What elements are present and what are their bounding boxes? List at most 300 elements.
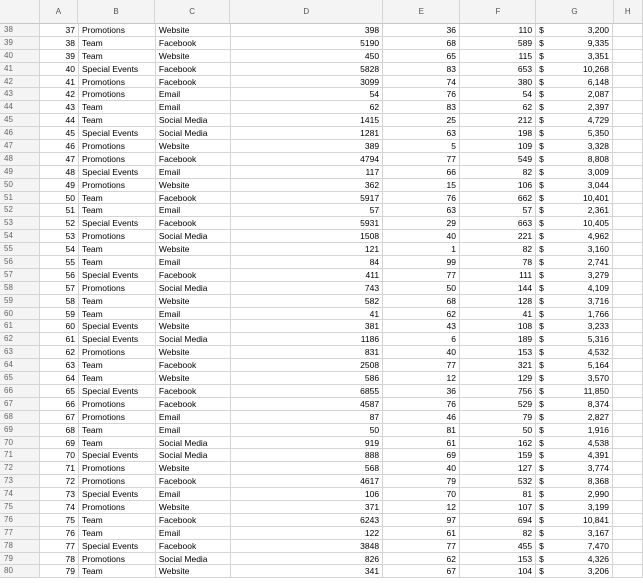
cell-f[interactable]: 662 bbox=[460, 192, 536, 205]
cell-f[interactable]: 380 bbox=[460, 76, 536, 89]
cell-e[interactable]: 76 bbox=[383, 398, 460, 411]
cell-e[interactable]: 36 bbox=[383, 385, 460, 398]
cell-h[interactable] bbox=[613, 475, 643, 488]
cell-c[interactable]: Email bbox=[156, 411, 231, 424]
cell-f[interactable]: 162 bbox=[460, 437, 536, 450]
cell-f[interactable]: 455 bbox=[460, 540, 536, 553]
column-header-d[interactable]: D bbox=[230, 0, 383, 24]
cell-c[interactable]: Social Media bbox=[156, 230, 231, 243]
cell-f[interactable]: 82 bbox=[460, 243, 536, 256]
cell-h[interactable] bbox=[613, 166, 643, 179]
row-number[interactable]: 75 bbox=[0, 501, 40, 514]
cell-e[interactable]: 74 bbox=[383, 76, 460, 89]
cell-c[interactable]: Website bbox=[156, 140, 231, 153]
cell-a[interactable]: 41 bbox=[40, 76, 79, 89]
cell-d[interactable]: 743 bbox=[231, 282, 383, 295]
column-header-f[interactable]: F bbox=[460, 0, 536, 24]
cell-b[interactable]: Team bbox=[79, 424, 156, 437]
cell-g[interactable] bbox=[536, 501, 613, 514]
cell-g[interactable] bbox=[536, 346, 613, 359]
cell-b[interactable]: Team bbox=[79, 37, 156, 50]
cell-g[interactable] bbox=[536, 540, 613, 553]
cell-h[interactable] bbox=[613, 282, 643, 295]
cell-c[interactable]: Website bbox=[156, 372, 231, 385]
cell-e[interactable]: 99 bbox=[383, 256, 460, 269]
cell-f[interactable]: 198 bbox=[460, 127, 536, 140]
cell-c[interactable]: Facebook bbox=[156, 217, 231, 230]
cell-e[interactable]: 6 bbox=[383, 333, 460, 346]
cell-e[interactable]: 62 bbox=[383, 553, 460, 566]
cell-a[interactable]: 65 bbox=[40, 385, 79, 398]
cell-h[interactable] bbox=[613, 217, 643, 230]
cell-d[interactable]: 5931 bbox=[231, 217, 383, 230]
cell-c[interactable]: Email bbox=[156, 88, 231, 101]
cell-e[interactable]: 61 bbox=[383, 527, 460, 540]
cell-e[interactable]: 12 bbox=[383, 372, 460, 385]
cell-b[interactable]: Special Events bbox=[79, 540, 156, 553]
cell-f[interactable]: 532 bbox=[460, 475, 536, 488]
cell-g[interactable] bbox=[536, 359, 613, 372]
cell-g[interactable] bbox=[536, 282, 613, 295]
row-number[interactable]: 61 bbox=[0, 320, 40, 333]
cell-f[interactable]: 321 bbox=[460, 359, 536, 372]
cell-g[interactable] bbox=[536, 553, 613, 566]
cell-a[interactable]: 66 bbox=[40, 398, 79, 411]
cell-a[interactable]: 42 bbox=[40, 88, 79, 101]
cell-b[interactable]: Special Events bbox=[79, 217, 156, 230]
cell-f[interactable]: 221 bbox=[460, 230, 536, 243]
cell-a[interactable]: 55 bbox=[40, 256, 79, 269]
cell-c[interactable]: Website bbox=[156, 243, 231, 256]
row-number[interactable]: 54 bbox=[0, 230, 40, 243]
cell-d[interactable]: 50 bbox=[231, 424, 383, 437]
cell-b[interactable]: Special Events bbox=[79, 269, 156, 282]
cell-b[interactable]: Team bbox=[79, 295, 156, 308]
cell-b[interactable]: Special Events bbox=[79, 488, 156, 501]
cell-a[interactable]: 68 bbox=[40, 424, 79, 437]
cell-b[interactable]: Team bbox=[79, 372, 156, 385]
cell-b[interactable]: Promotions bbox=[79, 553, 156, 566]
cell-g[interactable] bbox=[536, 527, 613, 540]
cell-a[interactable]: 44 bbox=[40, 114, 79, 127]
cell-e[interactable]: 29 bbox=[383, 217, 460, 230]
cell-b[interactable]: Promotions bbox=[79, 153, 156, 166]
cell-e[interactable]: 61 bbox=[383, 437, 460, 450]
cell-b[interactable]: Team bbox=[79, 204, 156, 217]
cell-g[interactable] bbox=[536, 63, 613, 76]
row-number[interactable]: 73 bbox=[0, 475, 40, 488]
cell-d[interactable]: 4794 bbox=[231, 153, 383, 166]
cell-b[interactable]: Promotions bbox=[79, 140, 156, 153]
cell-e[interactable]: 36 bbox=[383, 24, 460, 37]
cell-c[interactable]: Social Media bbox=[156, 114, 231, 127]
cell-f[interactable]: 529 bbox=[460, 398, 536, 411]
cell-b[interactable]: Promotions bbox=[79, 76, 156, 89]
cell-f[interactable]: 79 bbox=[460, 411, 536, 424]
cell-a[interactable]: 70 bbox=[40, 449, 79, 462]
select-all-corner[interactable] bbox=[0, 0, 40, 24]
cell-h[interactable] bbox=[613, 398, 643, 411]
row-number[interactable]: 45 bbox=[0, 114, 40, 127]
cell-h[interactable] bbox=[613, 88, 643, 101]
cell-c[interactable]: Social Media bbox=[156, 449, 231, 462]
cell-g[interactable] bbox=[536, 166, 613, 179]
cell-d[interactable]: 3099 bbox=[231, 76, 383, 89]
cell-c[interactable]: Facebook bbox=[156, 514, 231, 527]
cell-g[interactable] bbox=[536, 101, 613, 114]
cell-h[interactable] bbox=[613, 540, 643, 553]
row-number[interactable]: 68 bbox=[0, 411, 40, 424]
cell-c[interactable]: Email bbox=[156, 166, 231, 179]
row-number[interactable]: 62 bbox=[0, 333, 40, 346]
cell-e[interactable]: 83 bbox=[383, 101, 460, 114]
cell-e[interactable]: 15 bbox=[383, 179, 460, 192]
cell-g[interactable] bbox=[536, 204, 613, 217]
cell-h[interactable] bbox=[613, 488, 643, 501]
cell-b[interactable]: Team bbox=[79, 114, 156, 127]
cell-a[interactable]: 69 bbox=[40, 437, 79, 450]
cell-h[interactable] bbox=[613, 101, 643, 114]
cell-g[interactable] bbox=[536, 424, 613, 437]
cell-d[interactable]: 888 bbox=[231, 449, 383, 462]
cell-e[interactable]: 83 bbox=[383, 63, 460, 76]
cell-e[interactable]: 62 bbox=[383, 308, 460, 321]
cell-d[interactable]: 371 bbox=[231, 501, 383, 514]
cell-e[interactable]: 69 bbox=[383, 449, 460, 462]
cell-h[interactable] bbox=[613, 256, 643, 269]
cell-a[interactable]: 53 bbox=[40, 230, 79, 243]
row-number[interactable]: 80 bbox=[0, 565, 40, 578]
cell-e[interactable]: 68 bbox=[383, 295, 460, 308]
cell-h[interactable] bbox=[613, 140, 643, 153]
row-number[interactable]: 43 bbox=[0, 88, 40, 101]
cell-h[interactable] bbox=[613, 501, 643, 514]
row-number[interactable]: 79 bbox=[0, 553, 40, 566]
cell-h[interactable] bbox=[613, 333, 643, 346]
cell-c[interactable]: Email bbox=[156, 101, 231, 114]
row-number[interactable]: 76 bbox=[0, 514, 40, 527]
cell-c[interactable]: Facebook bbox=[156, 359, 231, 372]
cell-d[interactable]: 1508 bbox=[231, 230, 383, 243]
cell-c[interactable]: Website bbox=[156, 50, 231, 63]
cell-d[interactable]: 122 bbox=[231, 527, 383, 540]
cell-g[interactable] bbox=[536, 153, 613, 166]
cell-g[interactable] bbox=[536, 398, 613, 411]
cell-a[interactable]: 75 bbox=[40, 514, 79, 527]
cell-c[interactable]: Facebook bbox=[156, 398, 231, 411]
cell-h[interactable] bbox=[613, 50, 643, 63]
row-number[interactable]: 58 bbox=[0, 282, 40, 295]
cell-f[interactable]: 81 bbox=[460, 488, 536, 501]
cell-g[interactable] bbox=[536, 37, 613, 50]
cell-h[interactable] bbox=[613, 76, 643, 89]
cell-e[interactable]: 12 bbox=[383, 501, 460, 514]
cell-g[interactable] bbox=[536, 140, 613, 153]
cell-b[interactable]: Promotions bbox=[79, 24, 156, 37]
cell-f[interactable]: 212 bbox=[460, 114, 536, 127]
cell-c[interactable]: Facebook bbox=[156, 76, 231, 89]
cell-f[interactable]: 41 bbox=[460, 308, 536, 321]
cell-b[interactable]: Team bbox=[79, 565, 156, 578]
cell-a[interactable]: 59 bbox=[40, 308, 79, 321]
cell-f[interactable]: 111 bbox=[460, 269, 536, 282]
row-number[interactable]: 77 bbox=[0, 527, 40, 540]
cell-d[interactable]: 84 bbox=[231, 256, 383, 269]
cell-h[interactable] bbox=[613, 269, 643, 282]
row-number[interactable]: 64 bbox=[0, 359, 40, 372]
cell-c[interactable]: Facebook bbox=[156, 63, 231, 76]
cell-e[interactable]: 97 bbox=[383, 514, 460, 527]
cell-f[interactable]: 153 bbox=[460, 553, 536, 566]
cell-b[interactable]: Promotions bbox=[79, 475, 156, 488]
row-number[interactable]: 46 bbox=[0, 127, 40, 140]
cell-h[interactable] bbox=[613, 372, 643, 385]
cell-a[interactable]: 58 bbox=[40, 295, 79, 308]
cell-c[interactable]: Website bbox=[156, 346, 231, 359]
cell-a[interactable]: 46 bbox=[40, 140, 79, 153]
cell-d[interactable]: 41 bbox=[231, 308, 383, 321]
cell-f[interactable]: 115 bbox=[460, 50, 536, 63]
row-number[interactable]: 39 bbox=[0, 37, 40, 50]
cell-d[interactable]: 4587 bbox=[231, 398, 383, 411]
cell-h[interactable] bbox=[613, 527, 643, 540]
cell-d[interactable]: 1415 bbox=[231, 114, 383, 127]
cell-g[interactable] bbox=[536, 256, 613, 269]
cell-e[interactable]: 40 bbox=[383, 462, 460, 475]
cell-d[interactable]: 87 bbox=[231, 411, 383, 424]
cell-g[interactable] bbox=[536, 320, 613, 333]
cell-c[interactable]: Social Media bbox=[156, 333, 231, 346]
row-number[interactable]: 55 bbox=[0, 243, 40, 256]
row-number[interactable]: 53 bbox=[0, 217, 40, 230]
row-number[interactable]: 71 bbox=[0, 449, 40, 462]
cell-c[interactable]: Website bbox=[156, 462, 231, 475]
cell-a[interactable]: 60 bbox=[40, 320, 79, 333]
cell-d[interactable]: 5828 bbox=[231, 63, 383, 76]
cell-f[interactable]: 127 bbox=[460, 462, 536, 475]
cell-f[interactable]: 62 bbox=[460, 101, 536, 114]
cell-d[interactable]: 1281 bbox=[231, 127, 383, 140]
cell-b[interactable]: Promotions bbox=[79, 282, 156, 295]
cell-h[interactable] bbox=[613, 127, 643, 140]
cell-d[interactable]: 6855 bbox=[231, 385, 383, 398]
cell-d[interactable]: 54 bbox=[231, 88, 383, 101]
cell-h[interactable] bbox=[613, 37, 643, 50]
cell-f[interactable]: 189 bbox=[460, 333, 536, 346]
cell-f[interactable]: 109 bbox=[460, 140, 536, 153]
cell-c[interactable]: Facebook bbox=[156, 475, 231, 488]
cell-f[interactable]: 78 bbox=[460, 256, 536, 269]
row-number[interactable]: 74 bbox=[0, 488, 40, 501]
row-number[interactable]: 78 bbox=[0, 540, 40, 553]
cell-f[interactable]: 549 bbox=[460, 153, 536, 166]
column-header-g[interactable]: G bbox=[536, 0, 613, 24]
cell-d[interactable]: 381 bbox=[231, 320, 383, 333]
cell-a[interactable]: 39 bbox=[40, 50, 79, 63]
cell-e[interactable]: 68 bbox=[383, 37, 460, 50]
cell-b[interactable]: Promotions bbox=[79, 398, 156, 411]
column-header-h[interactable]: H bbox=[614, 0, 643, 24]
cell-f[interactable]: 107 bbox=[460, 501, 536, 514]
cell-h[interactable] bbox=[613, 24, 643, 37]
row-number[interactable]: 48 bbox=[0, 153, 40, 166]
row-number[interactable]: 70 bbox=[0, 437, 40, 450]
cell-c[interactable]: Facebook bbox=[156, 269, 231, 282]
cell-g[interactable] bbox=[536, 179, 613, 192]
cell-h[interactable] bbox=[613, 553, 643, 566]
cell-h[interactable] bbox=[613, 346, 643, 359]
cell-h[interactable] bbox=[613, 204, 643, 217]
cell-c[interactable]: Website bbox=[156, 295, 231, 308]
cell-c[interactable]: Email bbox=[156, 424, 231, 437]
cell-f[interactable]: 159 bbox=[460, 449, 536, 462]
cell-a[interactable]: 62 bbox=[40, 346, 79, 359]
cell-b[interactable]: Promotions bbox=[79, 346, 156, 359]
cell-b[interactable]: Team bbox=[79, 308, 156, 321]
cell-g[interactable] bbox=[536, 50, 613, 63]
cell-d[interactable]: 568 bbox=[231, 462, 383, 475]
cell-e[interactable]: 67 bbox=[383, 565, 460, 578]
cell-g[interactable] bbox=[536, 462, 613, 475]
row-number[interactable]: 66 bbox=[0, 385, 40, 398]
cell-b[interactable]: Team bbox=[79, 514, 156, 527]
cell-f[interactable]: 82 bbox=[460, 166, 536, 179]
cell-c[interactable]: Facebook bbox=[156, 540, 231, 553]
cell-c[interactable]: Email bbox=[156, 204, 231, 217]
cell-f[interactable]: 50 bbox=[460, 424, 536, 437]
cell-h[interactable] bbox=[613, 449, 643, 462]
cell-e[interactable]: 77 bbox=[383, 153, 460, 166]
cell-c[interactable]: Facebook bbox=[156, 37, 231, 50]
cell-c[interactable]: Social Media bbox=[156, 127, 231, 140]
cell-e[interactable]: 63 bbox=[383, 204, 460, 217]
cell-a[interactable]: 64 bbox=[40, 372, 79, 385]
cell-e[interactable]: 65 bbox=[383, 50, 460, 63]
cell-h[interactable] bbox=[613, 359, 643, 372]
cell-h[interactable] bbox=[613, 179, 643, 192]
cell-h[interactable] bbox=[613, 153, 643, 166]
cell-d[interactable]: 2508 bbox=[231, 359, 383, 372]
cell-c[interactable]: Email bbox=[156, 308, 231, 321]
row-number[interactable]: 49 bbox=[0, 166, 40, 179]
cell-a[interactable]: 40 bbox=[40, 63, 79, 76]
row-number[interactable]: 51 bbox=[0, 192, 40, 205]
row-number[interactable]: 44 bbox=[0, 101, 40, 114]
row-number[interactable]: 67 bbox=[0, 398, 40, 411]
cell-e[interactable]: 43 bbox=[383, 320, 460, 333]
cell-g[interactable] bbox=[536, 333, 613, 346]
row-number[interactable]: 56 bbox=[0, 256, 40, 269]
row-number[interactable]: 40 bbox=[0, 50, 40, 63]
cell-d[interactable]: 5190 bbox=[231, 37, 383, 50]
row-number[interactable]: 42 bbox=[0, 76, 40, 89]
cell-h[interactable] bbox=[613, 243, 643, 256]
cell-a[interactable]: 73 bbox=[40, 488, 79, 501]
cell-b[interactable]: Special Events bbox=[79, 166, 156, 179]
cell-e[interactable]: 77 bbox=[383, 269, 460, 282]
cell-b[interactable]: Team bbox=[79, 359, 156, 372]
cell-b[interactable]: Team bbox=[79, 101, 156, 114]
cell-b[interactable]: Special Events bbox=[79, 320, 156, 333]
cell-h[interactable] bbox=[613, 320, 643, 333]
cell-e[interactable]: 77 bbox=[383, 540, 460, 553]
cell-e[interactable]: 46 bbox=[383, 411, 460, 424]
cell-e[interactable]: 1 bbox=[383, 243, 460, 256]
cell-g[interactable] bbox=[536, 372, 613, 385]
cell-g[interactable] bbox=[536, 114, 613, 127]
cell-a[interactable]: 52 bbox=[40, 217, 79, 230]
cell-c[interactable]: Email bbox=[156, 527, 231, 540]
cell-d[interactable]: 831 bbox=[231, 346, 383, 359]
cell-b[interactable]: Team bbox=[79, 243, 156, 256]
cell-a[interactable]: 63 bbox=[40, 359, 79, 372]
row-number[interactable]: 60 bbox=[0, 308, 40, 321]
cell-c[interactable]: Website bbox=[156, 565, 231, 578]
cell-h[interactable] bbox=[613, 437, 643, 450]
cell-h[interactable] bbox=[613, 565, 643, 578]
cell-a[interactable]: 78 bbox=[40, 553, 79, 566]
cell-c[interactable]: Social Media bbox=[156, 437, 231, 450]
cell-c[interactable]: Facebook bbox=[156, 153, 231, 166]
cell-a[interactable]: 79 bbox=[40, 565, 79, 578]
cell-f[interactable]: 104 bbox=[460, 565, 536, 578]
cell-d[interactable]: 919 bbox=[231, 437, 383, 450]
cell-f[interactable]: 756 bbox=[460, 385, 536, 398]
cell-d[interactable]: 62 bbox=[231, 101, 383, 114]
row-number[interactable]: 52 bbox=[0, 204, 40, 217]
cell-d[interactable]: 117 bbox=[231, 166, 383, 179]
cell-g[interactable] bbox=[536, 127, 613, 140]
row-number[interactable]: 57 bbox=[0, 269, 40, 282]
column-header-a[interactable]: A bbox=[40, 0, 78, 24]
cell-b[interactable]: Team bbox=[79, 50, 156, 63]
cell-d[interactable]: 411 bbox=[231, 269, 383, 282]
cell-g[interactable] bbox=[536, 192, 613, 205]
cell-d[interactable]: 582 bbox=[231, 295, 383, 308]
column-header-e[interactable]: E bbox=[383, 0, 460, 24]
cell-c[interactable]: Website bbox=[156, 320, 231, 333]
cell-a[interactable]: 74 bbox=[40, 501, 79, 514]
cell-d[interactable]: 5917 bbox=[231, 192, 383, 205]
cell-c[interactable]: Website bbox=[156, 179, 231, 192]
cell-a[interactable]: 72 bbox=[40, 475, 79, 488]
cell-f[interactable]: 110 bbox=[460, 24, 536, 37]
cell-e[interactable]: 76 bbox=[383, 88, 460, 101]
cell-g[interactable] bbox=[536, 385, 613, 398]
row-number[interactable]: 65 bbox=[0, 372, 40, 385]
cell-f[interactable]: 128 bbox=[460, 295, 536, 308]
cell-d[interactable]: 389 bbox=[231, 140, 383, 153]
cell-h[interactable] bbox=[613, 63, 643, 76]
cell-a[interactable]: 61 bbox=[40, 333, 79, 346]
cell-e[interactable]: 5 bbox=[383, 140, 460, 153]
cell-h[interactable] bbox=[613, 308, 643, 321]
cell-d[interactable]: 341 bbox=[231, 565, 383, 578]
cell-c[interactable]: Facebook bbox=[156, 385, 231, 398]
cell-f[interactable]: 129 bbox=[460, 372, 536, 385]
cell-c[interactable]: Social Media bbox=[156, 282, 231, 295]
cell-h[interactable] bbox=[613, 411, 643, 424]
cell-d[interactable]: 6243 bbox=[231, 514, 383, 527]
cell-e[interactable]: 50 bbox=[383, 282, 460, 295]
cell-a[interactable]: 56 bbox=[40, 269, 79, 282]
cell-a[interactable]: 43 bbox=[40, 101, 79, 114]
cell-d[interactable]: 3848 bbox=[231, 540, 383, 553]
row-number[interactable]: 50 bbox=[0, 179, 40, 192]
cell-a[interactable]: 45 bbox=[40, 127, 79, 140]
cell-e[interactable]: 40 bbox=[383, 346, 460, 359]
cell-d[interactable]: 57 bbox=[231, 204, 383, 217]
